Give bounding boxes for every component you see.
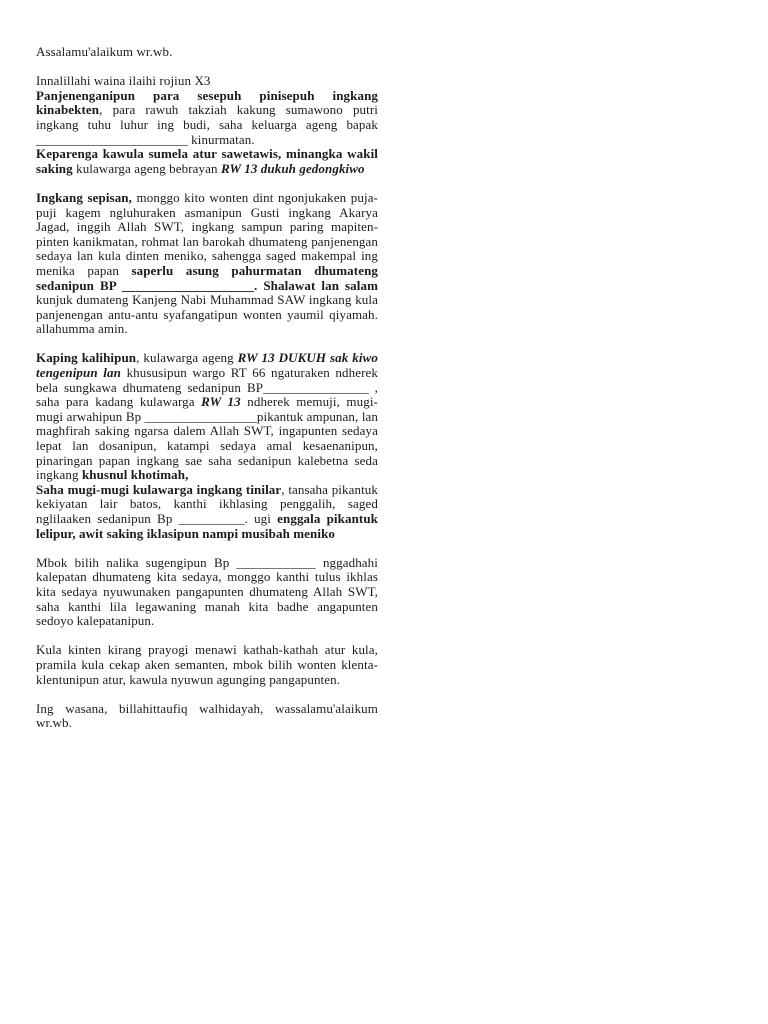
document-body (36, 45, 378, 731)
paragraph (36, 351, 378, 482)
text-run-bold: Kaping kalihipun (36, 350, 137, 366)
paragraph (36, 45, 378, 60)
text-run-regular: Ing wasana, billahittaufiq walhidayah, wassalamu'alaikum wr.wb. (36, 700, 378, 731)
text-run-regular: monggo kito wonten dint ngonjukaken puja-puji kagem ngluhuraken asmanipun Gusti ingkang Akarya Jagad, inggih Allah SWT, ingkang sampun paring mapiten-pinten kanikmatan, rohmat lan barokah dhumateng panjenengan sedaya lan kula dinten meniko, sahengga saged makempal ing menika papan (36, 189, 378, 278)
paragraph (36, 702, 378, 731)
paragraph (36, 643, 378, 687)
text-run-bold-italic: RW 13 dukuh gedongkiwo (220, 160, 365, 176)
text-run-regular: , tansaha pikantuk kekiyatan lair batos, kanthi ikhlasing penggalih, saged nglilaaken sedanipun Bp __________. ugi (36, 481, 379, 526)
text-run-regular: khususipun wargo RT 66 ngaturaken ndherek bela sungkawa dhumateng sedanipun BP________________ , saha para kadang kulawarga (36, 365, 378, 410)
text-run-regular: kulawarga ageng bebrayan (76, 160, 221, 176)
paragraph (36, 147, 378, 176)
text-run-bold-italic: RW 13 (201, 394, 241, 410)
text-run-bold: Panjenenganipun para sesepuh pinisepuh ingkang kinabekten (36, 87, 378, 118)
text-run-bold: Keparenga kawula sumela atur sawetawis, minangka wakil saking (36, 146, 378, 176)
paragraph (36, 191, 378, 337)
text-run-bold-italic: RW 13 DUKUH sak kiwo tengenipun lan (36, 350, 378, 381)
text-run-regular: Assalamu'alaikum wr.wb. (36, 44, 173, 59)
text-run-bold: saperlu asung pahurmatan dhumateng sedanipun BP ____________________. Shalawat lan salam (36, 262, 378, 293)
text-run-regular: kunjuk dumateng Kanjeng Nabi Muhammad SAW ingkang kula panjenengan antu-antu syafangatipun wonten yaumil qiyamah. allahumma amin. (36, 292, 378, 337)
text-run-bold: Ingkang sepisan, (36, 189, 137, 205)
text-run-bold: khusnul khotimah, (81, 467, 189, 483)
text-run-regular: Kula kinten kirang prayogi menawi kathah-kathah atur kula, pramila kula cekap aken semanten, mbok bilih wonten klenta-klentunipun atur, kawula nyuwun agunging pangapunten. (36, 642, 378, 687)
paragraph (36, 556, 378, 629)
text-run-regular: , para rawuh takziah kakung sumawono putri ingkang tuhu luhur ing budi, saha keluarga ageng bapak _______________________ kinurmatan. (36, 102, 378, 147)
text-run-regular: Innalillahi waina ilaihi rojiun X3 (36, 73, 211, 89)
text-run-regular: ndherek memuji, mugi-mugi arwahipun Bp _________________pikantuk ampunan, lan maghfirah saking ngarsa dalem Allah SWT, ingapunten sedaya lepat lan dosanipun, katampi sedaya amal kesaenanipun, pinaringan papan ingkang sae saha sedanipun kalebetna seda ingkang (36, 394, 378, 483)
paragraph (36, 483, 378, 541)
paragraph (36, 89, 378, 147)
text-run-bold: Saha mugi-mugi kulawarga ingkang tinilar (36, 481, 282, 497)
text-run-regular: , kulawarga ageng (136, 350, 238, 366)
text-run-bold: enggala pikantuk lelipur, awit saking iklasipun nampi musibah meniko (36, 511, 378, 541)
paragraph (36, 74, 378, 89)
text-run-regular: Mbok bilih nalika sugengipun Bp ____________ nggadhahi kalepatan dhumateng kita sedaya, monggo kanthi tulus ikhlas kita sedaya nyuwunaken pangapunten dhumateng Allah SWT, saha kanthi lila legawaning manah kita badhe angapunten sedoyo kalepatanipun. (36, 554, 378, 629)
